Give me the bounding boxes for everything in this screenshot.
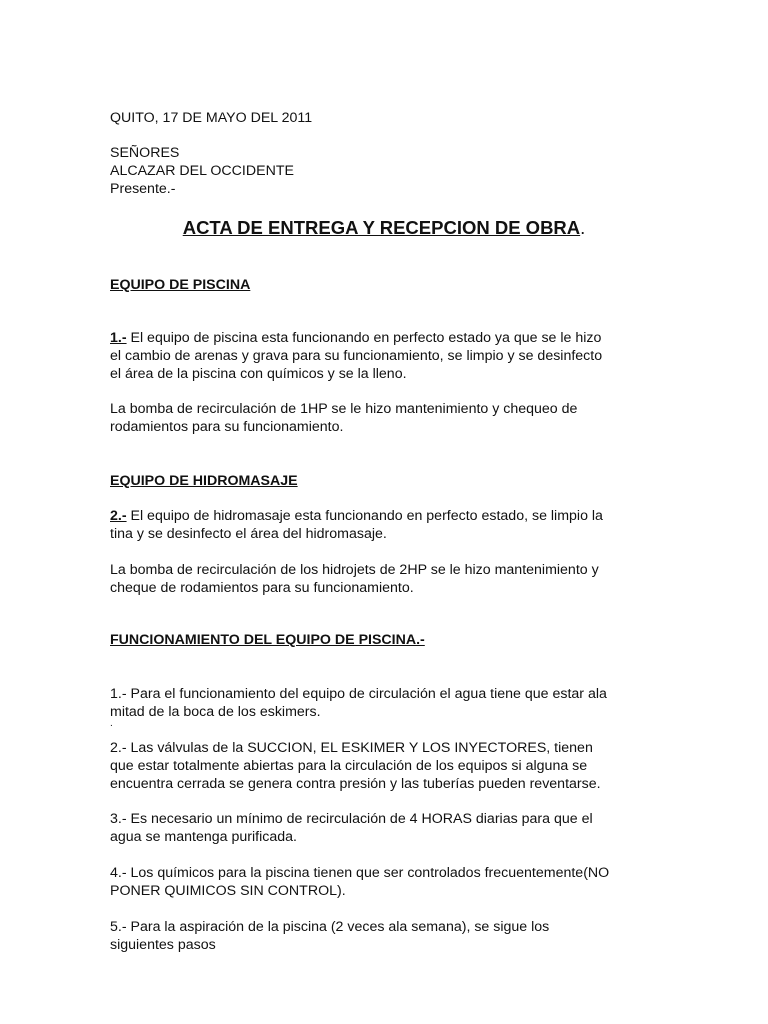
paragraph-line: siguientes pasos: [110, 937, 216, 953]
addressee-block: [110, 144, 670, 198]
paragraph-line: 1.- Para el funcionamiento del equipo de circulación el agua tiene que estar ala: [110, 686, 607, 702]
paragraph-line: La bomba de recirculación de 1HP se le hizo mantenimiento y chequeo de: [110, 401, 578, 417]
paragraph-line: que estar totalmente abiertas para la circulación de los equipos si alguna se: [110, 758, 588, 774]
paragraph-line: PONER QUIMICOS SIN CONTROL).: [110, 883, 346, 899]
spa-item-number: 2.-: [110, 508, 127, 524]
addressee-line: SEÑORES: [110, 145, 180, 161]
paragraph-line: agua se mantenga purificada.: [110, 829, 297, 845]
document-title-trail: .: [580, 217, 586, 238]
operation-section-heading: FUNCIONAMIENTO DEL EQUIPO DE PISCINA.-: [110, 632, 425, 648]
stray-mark: .: [110, 718, 113, 729]
pool-section-heading: EQUIPO DE PISCINA: [110, 277, 251, 293]
operation-step-3: [110, 810, 670, 846]
paragraph-line: El equipo de hidromasaje esta funcionando en perfecto estado, se limpio la: [126, 508, 603, 524]
operation-step-1: [110, 685, 670, 721]
paragraph-line: el cambio de arenas y grava para su funcionamiento, se limpio y se desinfecto: [110, 348, 603, 364]
spa-pump-paragraph: [110, 561, 670, 597]
operation-step-2: [110, 739, 670, 793]
addressee-line: Presente.-: [110, 181, 176, 197]
paragraph-line: 4.- Los químicos para la piscina tienen que ser controlados frecuentemente(NO: [110, 865, 610, 881]
pool-item-number: 1.-: [110, 330, 127, 346]
paragraph-line: tina y se desinfecto el área del hidromasaje.: [110, 526, 387, 542]
spa-item-paragraph: [110, 507, 670, 543]
operation-step-4: [110, 864, 670, 900]
spa-section-heading: EQUIPO DE HIDROMASAJE: [110, 473, 298, 489]
operation-step-5: [110, 918, 670, 954]
paragraph-line: cheque de rodamientos para su funcionamiento.: [110, 580, 414, 596]
paragraph-line: 5.- Para la aspiración de la piscina (2 veces ala semana), se sigue los: [110, 919, 550, 935]
paragraph-line: rodamientos para su funcionamiento.: [110, 419, 344, 435]
paragraph-line: encuentra cerrada se genera contra presión y las tuberías pueden reventarse.: [110, 776, 601, 792]
document-title: [0, 217, 768, 239]
document-title-text: ACTA DE ENTREGA Y RECEPCION DE OBRA: [182, 217, 581, 238]
paragraph-line: mitad de la boca de los eskimers.: [110, 704, 321, 720]
date-line: QUITO, 17 DE MAYO DEL 2011: [110, 110, 313, 126]
addressee-line: ALCAZAR DEL OCCIDENTE: [110, 163, 294, 179]
paragraph-line: 2.- Las válvulas de la SUCCION, EL ESKIMER Y LOS INYECTORES, tienen: [110, 740, 593, 756]
pool-pump-paragraph: [110, 400, 670, 436]
pool-item-paragraph: [110, 329, 670, 383]
paragraph-line: el área de la piscina con químicos y se la lleno.: [110, 366, 407, 382]
paragraph-line: 3.- Es necesario un mínimo de recirculación de 4 HORAS diarias para que el: [110, 811, 593, 827]
paragraph-line: El equipo de piscina esta funcionando en perfecto estado ya que se le hizo: [126, 330, 602, 346]
paragraph-line: La bomba de recirculación de los hidrojets de 2HP se le hizo mantenimiento y: [110, 562, 599, 578]
